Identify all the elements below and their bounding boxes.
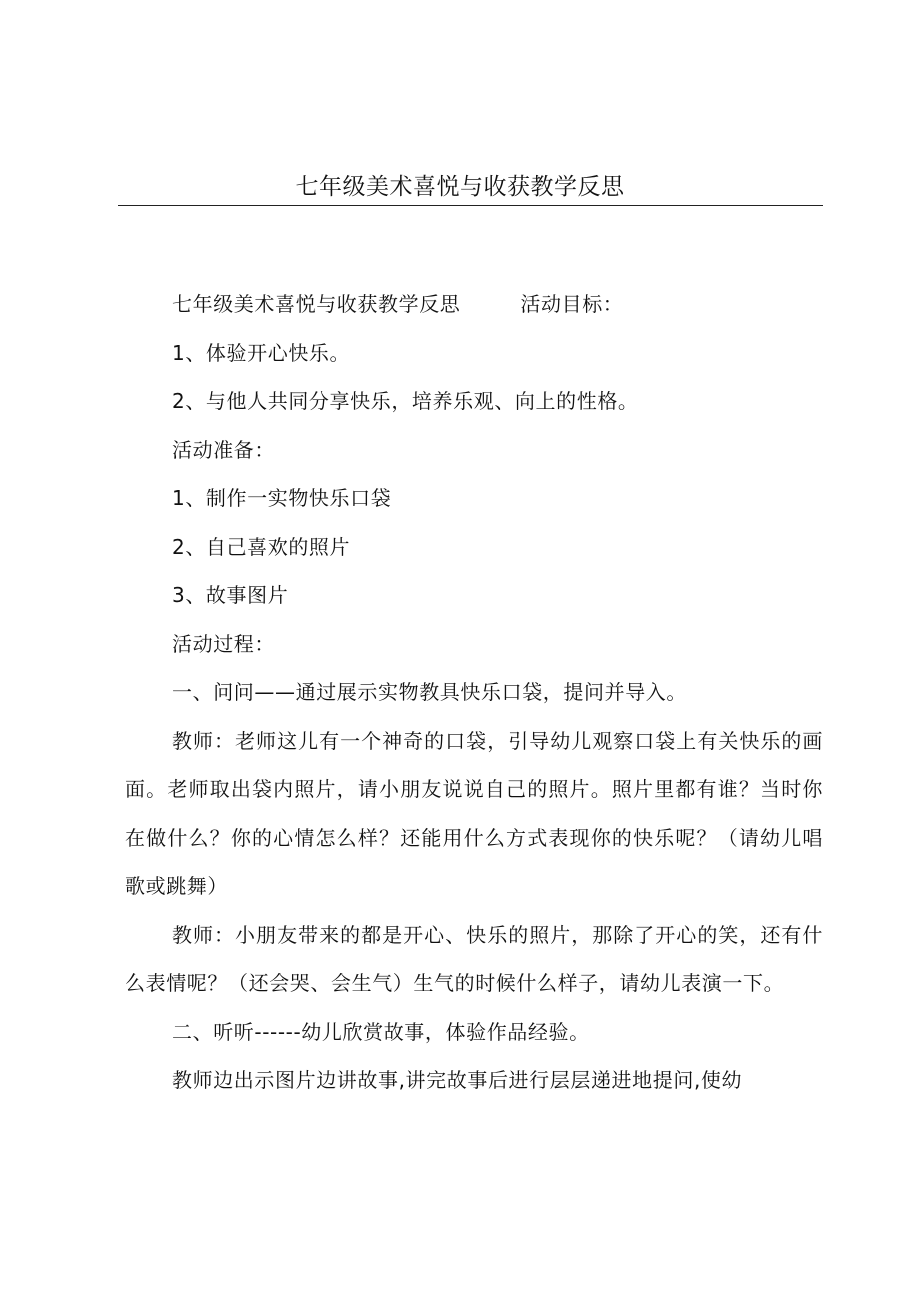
intro-doc-name: 七年级美术喜悦与收获教学反思 [172,292,461,316]
paragraph: 2、与他人共同分享快乐，培养乐观、向上的性格。 [172,389,639,413]
paragraph: 3、故事图片 [172,583,289,607]
paragraph: 2、自己喜欢的照片 [172,534,351,559]
intro-line [125,280,823,329]
document-body [125,280,823,1105]
paragraph: 活动过程： [172,631,275,656]
section-label-goals: 活动目标： [520,292,624,316]
paragraph: 一、问问——通过展示实物教具快乐口袋，提问并导入。 [172,680,687,704]
paragraph: 教师边出示图片边讲故事,讲完故事后进行层层递进地提问,使幼 [172,1068,743,1092]
paragraph: 1、制作一实物快乐口袋 [172,486,392,510]
document-title: 七年级美术喜悦与收获教学反思 [295,174,625,200]
paragraph: 1、体验开心快乐。 [172,340,351,365]
paragraph: 二、听听------幼儿欣赏故事，体验作品经验。 [172,1019,590,1044]
paragraph: 活动准备： [172,437,275,462]
paragraph: 教师：老师这儿有一个神奇的口袋，引导幼儿观察口袋上有关快乐的画面。老师取出袋内照片，请小朋友说说自己的照片。照片里都有谁？当时你在做什么？你的心情怎么样？还能用什么方式表现你的快乐呢？（请幼儿唱歌或跳舞） [125,728,823,898]
paragraph: 教师：小朋友带来的都是开心、快乐的照片，那除了开心的笑，还有什么表情呢？（还会哭、会生气）生气的时候什么样子，请幼儿表演一下。 [125,922,823,995]
title-underline [118,205,823,206]
